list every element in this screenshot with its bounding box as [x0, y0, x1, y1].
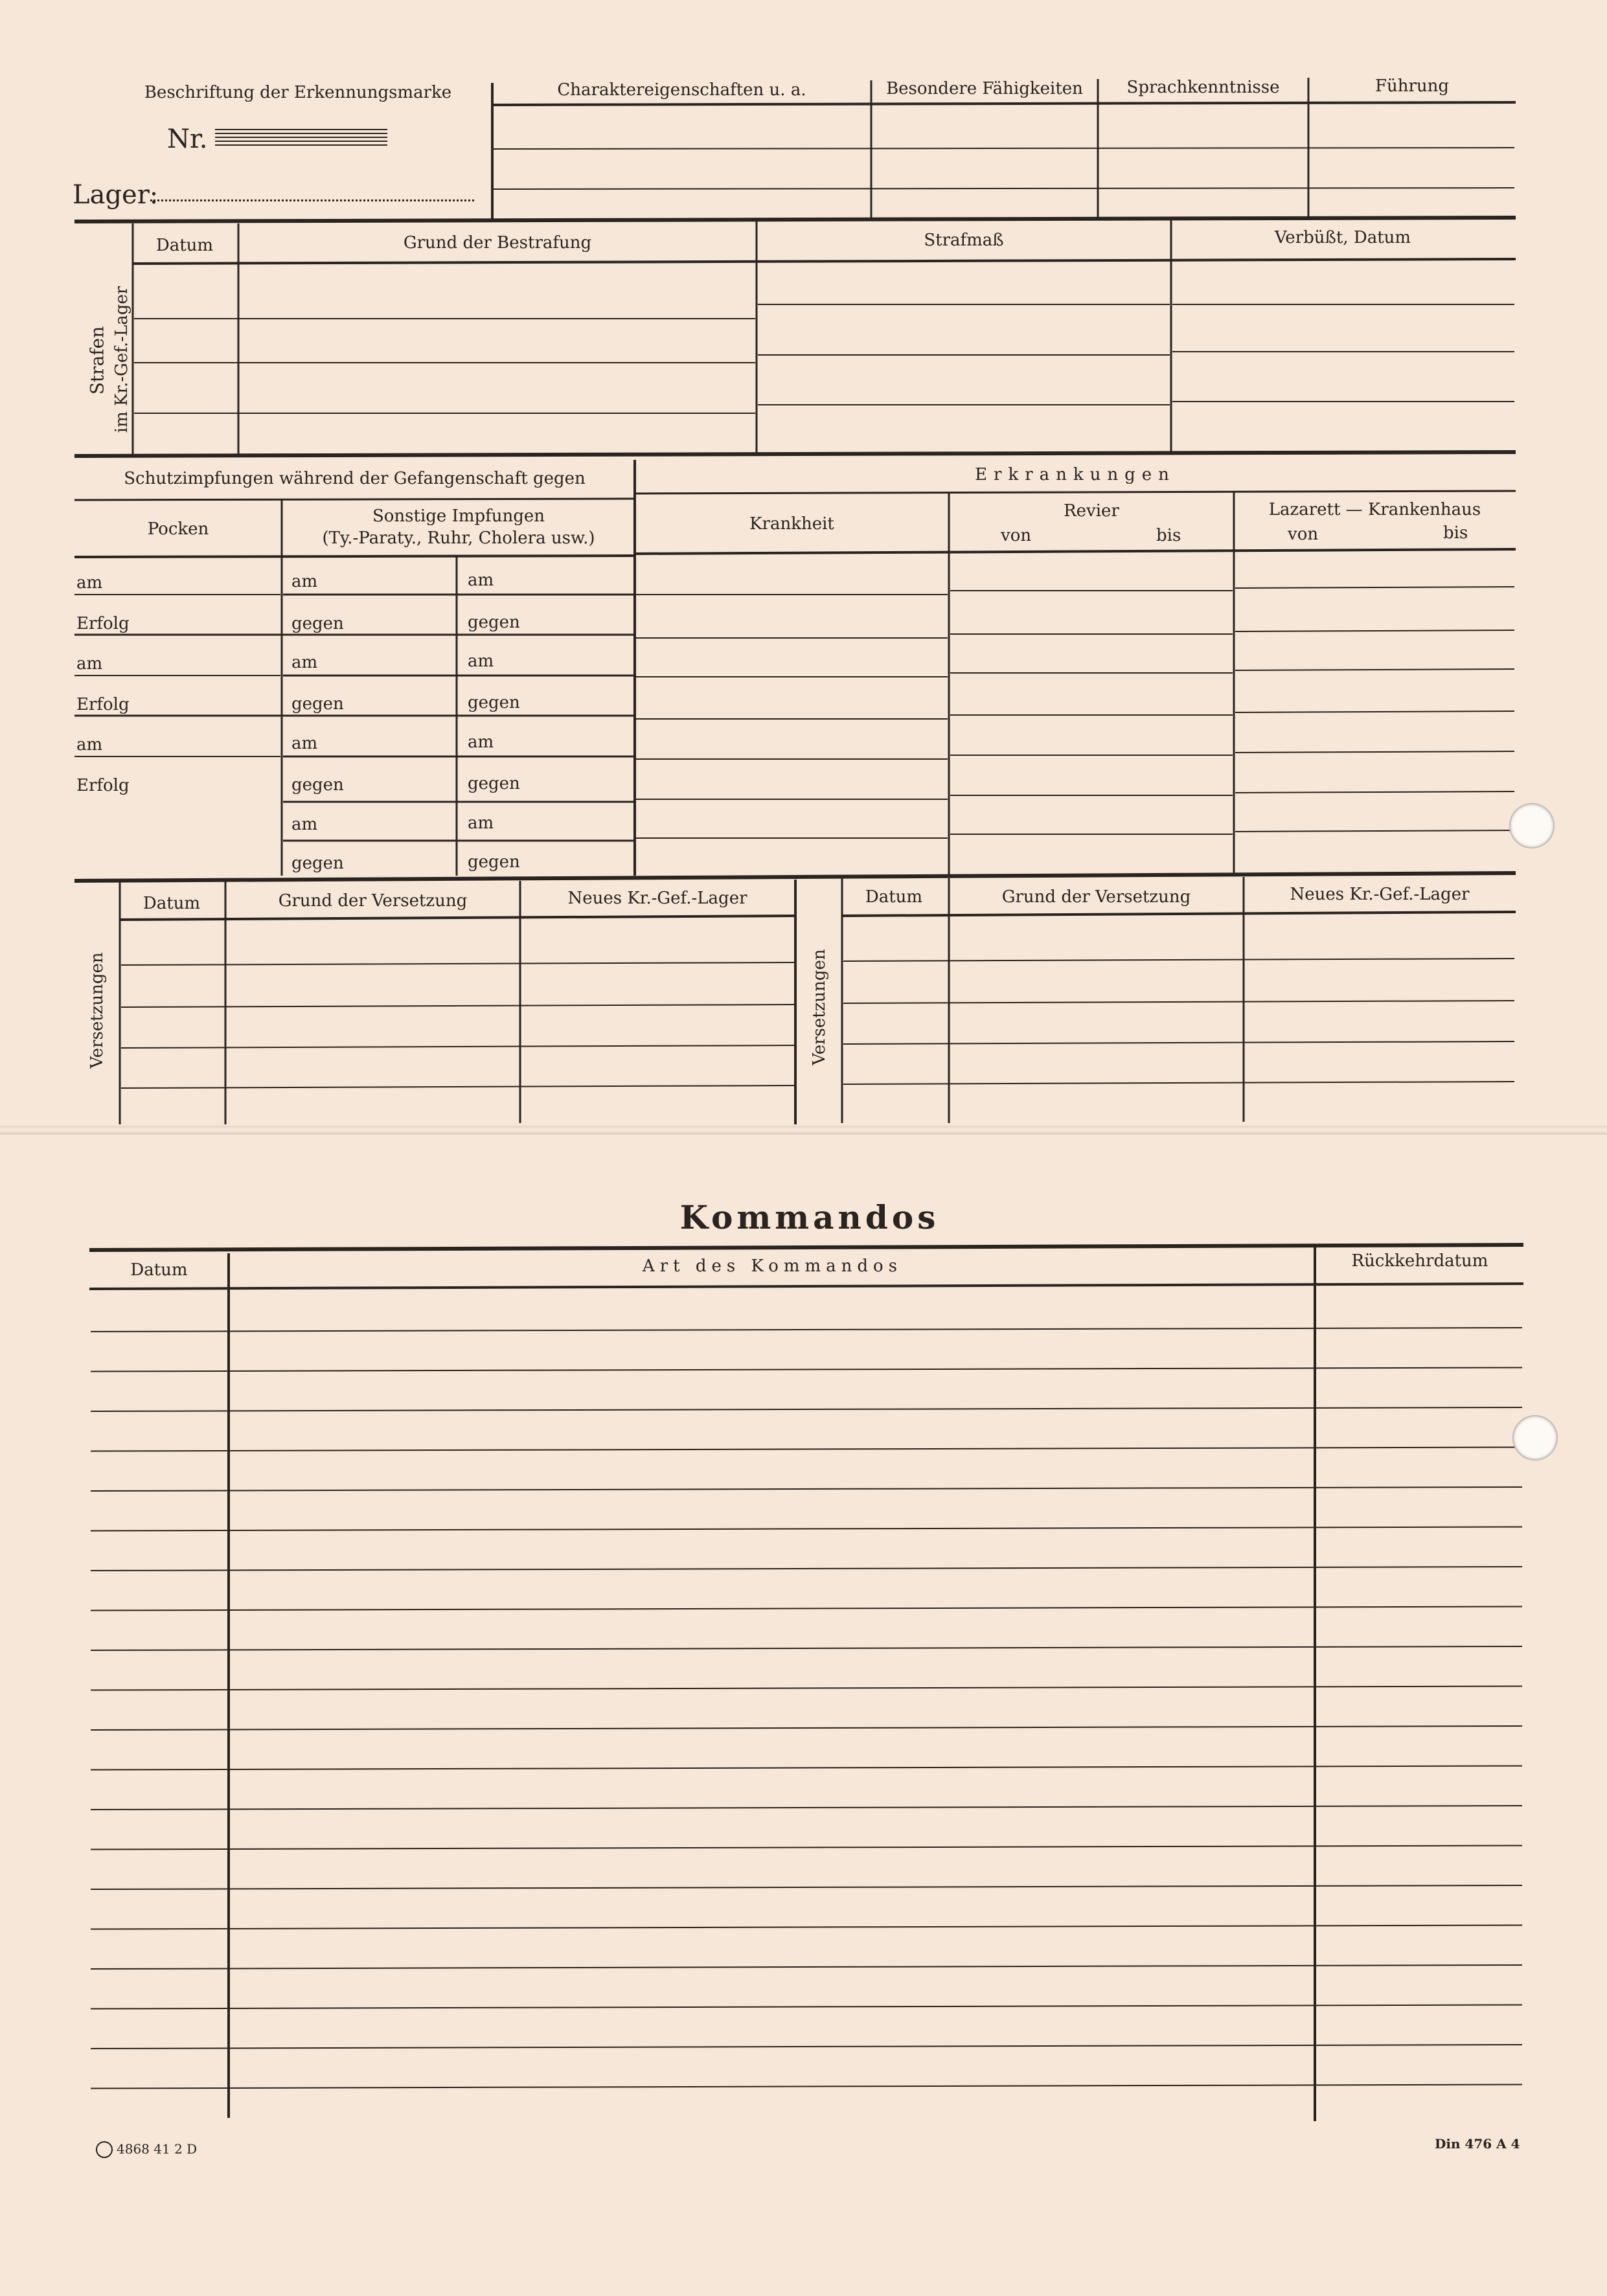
sonstige-b-am-label: am — [468, 652, 494, 671]
erkr-row-line — [1235, 791, 1514, 793]
kommandos-row-line — [91, 1328, 1522, 1332]
strafen-col-grund: Grund der Bestrafung — [403, 233, 592, 253]
vers-row-line — [121, 962, 794, 965]
erkr-row-line — [1235, 830, 1514, 832]
kommandos-row-line — [91, 1885, 1522, 1889]
erkrankungen-col-krankheit: Krankheit — [749, 514, 834, 534]
strafen-side-label-1: Strafen — [86, 326, 108, 395]
erkrankungen-col-revier: Revier — [1064, 501, 1119, 521]
sonstige-a-gegen-label: gegen — [291, 775, 344, 795]
erkr-subheader-rule — [635, 491, 1516, 494]
versetzungen-left-col-lager: Neues Kr.-Gef.-Lager — [567, 889, 747, 908]
sonstige-a-gegen-label: gegen — [291, 614, 344, 633]
versetzungen-side-label-left: Versetzungen — [87, 952, 107, 1069]
kommandos-row-line — [91, 2045, 1522, 2049]
vers-row-line — [121, 1085, 794, 1088]
label-lager: Lager: — [73, 180, 159, 210]
sonstige-a-gegen-label: gegen — [291, 694, 344, 714]
punch-hole-lower — [1512, 1415, 1558, 1461]
din-code: Din 476 A 4 — [1435, 2136, 1520, 2152]
erkr-row-line — [1235, 587, 1514, 588]
page-fold — [0, 1126, 1607, 1135]
vers-row-line — [843, 1001, 1514, 1003]
kommandos-row-line — [91, 1687, 1522, 1690]
kommandos-row-line — [91, 1926, 1522, 1929]
kommandos-col-art: Art des Kommandos — [642, 1256, 903, 1276]
lager-field[interactable] — [150, 199, 474, 201]
sonstige-a-gegen-label: gegen — [291, 854, 344, 873]
versetzungen-right-col-grund: Grund der Versetzung — [1001, 887, 1191, 907]
vers-row-line — [121, 1045, 794, 1048]
versetzungen-right-col-lager: Neues Kr.-Gef.-Lager — [1290, 885, 1470, 904]
sonstige-b-am-label: am — [468, 813, 494, 833]
kommandos-row-line — [91, 1448, 1522, 1451]
impfungen-title: Schutzimpfungen während der Gefangenschaft gegen — [124, 469, 586, 488]
impf-header-rule — [74, 556, 633, 557]
erkr-row-line — [1235, 711, 1514, 712]
erkr-row-line — [1235, 751, 1514, 753]
impfungen-col-sonstige-2: (Ty.-Paraty., Ruhr, Cholera usw.) — [322, 529, 595, 548]
sonstige-b-am-label: am — [468, 571, 494, 590]
kommandos-header-rule — [89, 1284, 1523, 1289]
top-header-rule — [492, 102, 1516, 105]
pocken-am-label: am — [76, 735, 103, 755]
revier-von: von — [1001, 526, 1032, 545]
versetzungen-left-col-datum: Datum — [142, 894, 201, 913]
kommandos-row-line — [91, 1527, 1522, 1531]
col-faehigkeiten: Besondere Fähigkeiten — [886, 79, 1083, 98]
punch-hole-upper — [1509, 803, 1555, 848]
lazarett-von: von — [1288, 525, 1319, 544]
pocken-erfolg-label: Erfolg — [76, 695, 130, 714]
vers-header-rule — [120, 916, 794, 920]
pocken-am-label: am — [76, 654, 103, 674]
print-mark-icon — [96, 2141, 113, 2158]
strafen-top-rule — [74, 218, 1516, 222]
impf-subheader-rule — [74, 499, 633, 500]
kommandos-row-line — [91, 1607, 1522, 1611]
vers-row-line — [843, 1082, 1514, 1084]
revier-bis: bis — [1156, 526, 1181, 545]
erkr-header-rule — [635, 549, 1516, 554]
kommandos-title: Kommandos — [679, 1198, 940, 1236]
sonstige-b-gegen-label: gegen — [468, 693, 520, 712]
kommandos-row-line — [91, 1965, 1522, 1969]
kommandos-row-line — [91, 1846, 1522, 1850]
impfungen-col-pocken: Pocken — [147, 519, 209, 539]
versetzungen-left-col-grund: Grund der Versetzung — [278, 891, 468, 911]
print-code: 4868 41 2 D — [117, 2141, 198, 2157]
sonstige-b-gegen-label: gegen — [468, 852, 520, 872]
pocken-erfolg-label: Erfolg — [76, 614, 130, 633]
kommandos-row-line — [91, 1407, 1522, 1411]
sonstige-a-am-label: am — [291, 653, 318, 672]
top-row-line — [494, 148, 1514, 149]
top-row-line — [494, 188, 1514, 189]
strafen-header-rule — [133, 259, 1516, 264]
pocken-am-label: am — [76, 573, 103, 593]
col-charakter: Charaktereigenschaften u. a. — [557, 80, 806, 100]
kommandos-top-rule — [89, 1245, 1523, 1250]
label-nr: Nr. — [167, 124, 208, 154]
strafen-col-verbuesst: Verbüßt, Datum — [1274, 228, 1411, 247]
sonstige-b-am-label: am — [468, 733, 494, 752]
strafen-col-strafmass: Strafmaß — [924, 231, 1004, 250]
sonstige-a-am-label: am — [291, 815, 318, 834]
kommandos-row-line — [91, 1806, 1522, 1810]
kommandos-col-rueckkehr: Rückkehrdatum — [1351, 1251, 1488, 1271]
kommandos-row-line — [91, 2085, 1522, 2089]
kommandos-row-line — [91, 1567, 1522, 1571]
col-sprache: Sprachkenntnisse — [1126, 78, 1280, 97]
sonstige-b-gegen-label: gegen — [468, 774, 520, 793]
vers-header-rule — [842, 912, 1516, 916]
label-erkennungsmarke: Beschriftung der Erkennungsmarke — [144, 83, 452, 102]
vers-row-line — [843, 959, 1514, 961]
lazarett-bis: bis — [1443, 523, 1468, 543]
strafen-col-datum: Datum — [155, 236, 214, 255]
impfungen-col-sonstige-1: Sonstige Impfungen — [372, 506, 545, 526]
sonstige-a-am-label: am — [291, 734, 318, 753]
vers-row-line — [843, 1041, 1514, 1044]
strafen-side-label-2: im Kr.-Gef.-Lager — [112, 286, 131, 433]
kommandos-col-datum: Datum — [130, 1260, 188, 1280]
versetzungen-right-col-datum: Datum — [865, 887, 923, 907]
vers-row-line — [121, 1005, 794, 1007]
erkr-row-line — [1235, 630, 1514, 631]
strafen-bottom-rule — [74, 452, 1516, 456]
kommandos-row-line — [91, 1646, 1522, 1650]
kommandos-row-line — [91, 1487, 1522, 1491]
kommandos-row-line — [91, 1368, 1522, 1372]
kommandos-row-line — [91, 1766, 1522, 1770]
kommandos-row-line — [91, 2005, 1522, 2009]
erkr-row-line — [1235, 669, 1514, 670]
pocken-erfolg-label: Erfolg — [76, 776, 130, 795]
sonstige-b-gegen-label: gegen — [468, 613, 520, 632]
erkrankungen-title: Erkrankungen — [975, 465, 1176, 484]
sonstige-a-am-label: am — [291, 572, 318, 591]
erkrankungen-col-lazarett: Lazarett — Krankenhaus — [1268, 500, 1481, 519]
versetzungen-side-label-right: Versetzungen — [810, 949, 829, 1065]
col-fuehrung: Führung — [1374, 76, 1450, 96]
kommandos-row-line — [91, 1726, 1522, 1730]
